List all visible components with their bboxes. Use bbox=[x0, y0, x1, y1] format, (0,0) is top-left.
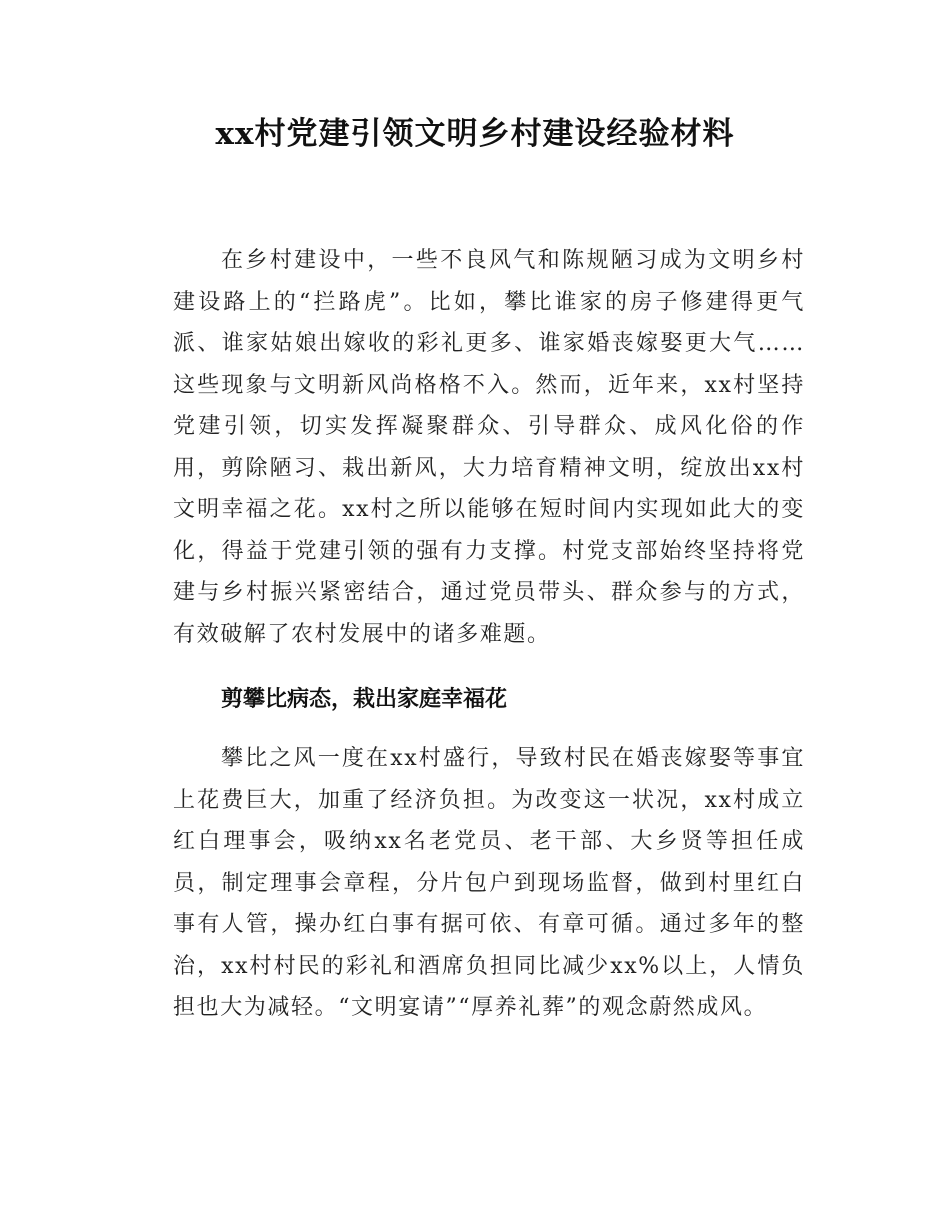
document-title: xx村党建引领文明乡村建设经验材料 bbox=[215, 116, 735, 152]
section-heading: 剪攀比病态，栽出家庭幸福花 bbox=[221, 687, 508, 712]
section-paragraph: 攀比之风一度在xx村盛行，导致村民在婚丧嫁娶等事宜上花费巨大，加重了经济负担。为改变这一状况，xx村成立红白理事会，吸纳xx名老党员、老干部、大乡贤等担任成员，制定理事会章程，分片包户到现场监督，做到村里红白事有人管，操办红白事有据可依、有章可循。通过多年的整治，xx村村民的彩礼和酒席负担同比减少xx%以上，人情负担也大为减轻。“文明宴请”“厚养礼葬”的观念蔚然成风。 bbox=[173, 746, 805, 1020]
intro-paragraph: 在乡村建设中，一些不良风气和陈规陋习成为文明乡村建设路上的“拦路虎”。比如，攀比谁家的房子修建得更气派、谁家姑娘出嫁收的彩礼更多、谁家婚丧嫁娶更大气……这些现象与文明新风尚格格不入。然而，近年来，xx村坚持党建引领，切实发挥凝聚群众、引导群众、成风化俗的作用，剪除陋习、栽出新风，大力培育精神文明，绽放出xx村文明幸福之花。xx村之所以能够在短时间内实现如此大的变化，得益于党建引领的强有力支撑。村党支部始终坚持将党建与乡村振兴紧密结合，通过党员带头、群众参与的方式，有效破解了农村发展中的诸多难题。 bbox=[173, 248, 805, 647]
